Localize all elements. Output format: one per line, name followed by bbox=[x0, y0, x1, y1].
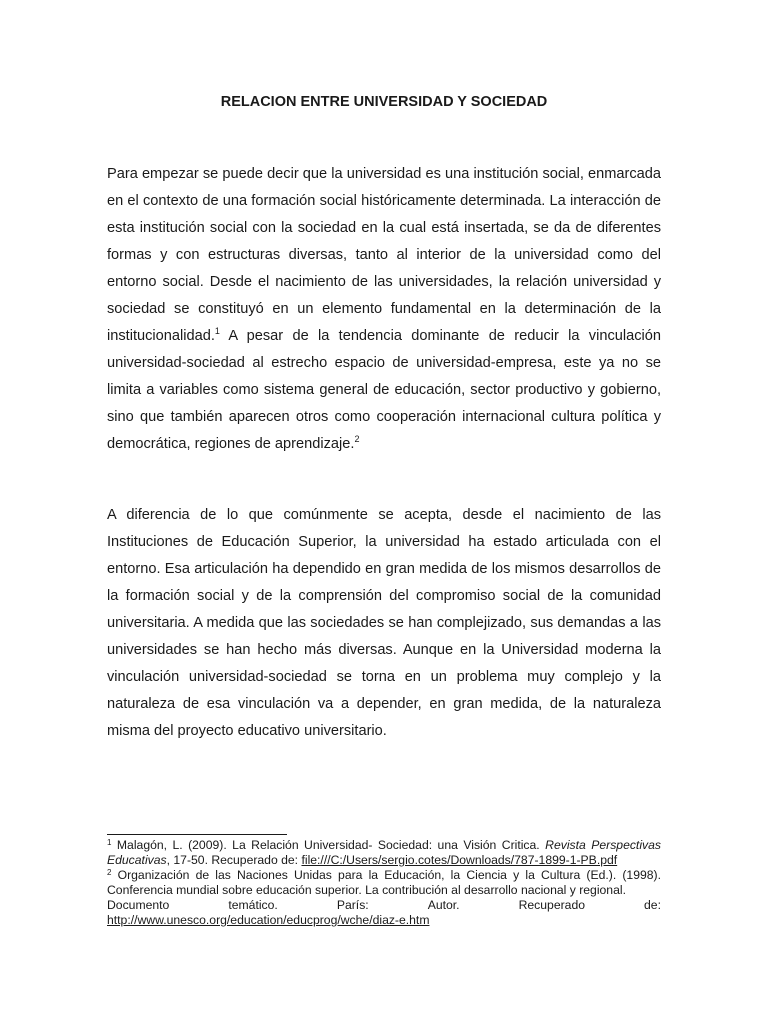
footnote-1-text: Malagón, L. (2009). La Relación Universidad- Sociedad: una Visión Critica. bbox=[111, 838, 546, 852]
footnote-2-word: temático. bbox=[228, 898, 278, 912]
footnote-2-link[interactable]: http://www.unesco.org/education/educprog/wche/diaz-e.htm bbox=[107, 913, 430, 927]
footnote-2-mark: 2 bbox=[107, 868, 112, 877]
footnote-1-link[interactable]: file:///C:/Users/sergio.cotes/Downloads/787-1899-1-PB.pdf bbox=[301, 853, 618, 867]
paragraph-2: A diferencia de lo que comúnmente se acepta, desde el nacimiento de las Instituciones de Educación Superior, la universidad ha estado articulada con el entorno. Esa articulación ha dependido en gran medida de los mismos desarrollos de la formación social y de la comprensión del compromiso social de la comunidad universitaria. A medida que las sociedades se han complejizado, sus demandas a las universidades se han hecho más diversas. Aunque en la Universidad moderna la vinculación universidad-sociedad se torna en un problema muy complejo y la naturaleza de esa vinculación va a depender, en gran medida, de la naturaleza misma del proyecto educativo universitario. bbox=[107, 507, 661, 739]
footnote-separator bbox=[107, 834, 287, 835]
footnote-1 bbox=[107, 838, 661, 868]
paragraph-1-text-b: A pesar de la tendencia dominante de reducir la vinculación universidad-sociedad al estrecho espacio de universidad-empresa, este ya no se limita a variables como sistema general de educación, sector productivo y gobierno, sino que también aparecen otros como cooperación internacional cultura política y democrática, regiones de aprendizaje. bbox=[107, 328, 661, 452]
footnote-2-word: París: bbox=[336, 898, 369, 912]
footnote-2-word: de: bbox=[644, 898, 661, 912]
document-title: RELACION ENTRE UNIVERSIDAD Y SOCIEDAD bbox=[220, 94, 548, 110]
footnote-2 bbox=[107, 868, 661, 898]
footnote-2-text: Organización de las Naciones Unidas para la Educación, la Ciencia y la Cultura (Ed.). (1998). Conferencia mundial sobre educación superior. La contribución al desarrollo nacional y regional. bbox=[107, 868, 661, 897]
footnote-2-word: Documento bbox=[107, 898, 170, 912]
footnote-ref-2[interactable]: 2 bbox=[354, 434, 360, 444]
footnote-1-pages: , 17-50. Recuperado de: bbox=[166, 853, 302, 867]
paragraph-1-text-a: Para empezar se puede decir que la universidad es una institución social, enmarcada en el contexto de una formación social históricamente determinada. La interacción de esta institución social con la sociedad en la cual está insertada, se da de diferentes formas y con estructuras diversas, tanto al interior de la universidad como del entorno social. Desde el nacimiento de las universidades, la relación universidad y sociedad se constituyó en un elemento fundamental en la determinación de la institucionalidad. bbox=[107, 166, 661, 344]
paragraph-1 bbox=[107, 161, 661, 458]
footnote-2-source-line bbox=[107, 898, 661, 913]
footnote-1-mark: 1 bbox=[107, 838, 112, 847]
footnote-ref-1[interactable]: 1 bbox=[214, 326, 220, 336]
footnote-2-word: Recuperado bbox=[518, 898, 585, 912]
footnote-1-journal: Revista Perspectivas Educativas bbox=[107, 838, 661, 867]
footnote-2-link-line bbox=[107, 913, 661, 928]
footnote-2-word: Autor. bbox=[427, 898, 460, 912]
footnotes bbox=[107, 838, 661, 928]
